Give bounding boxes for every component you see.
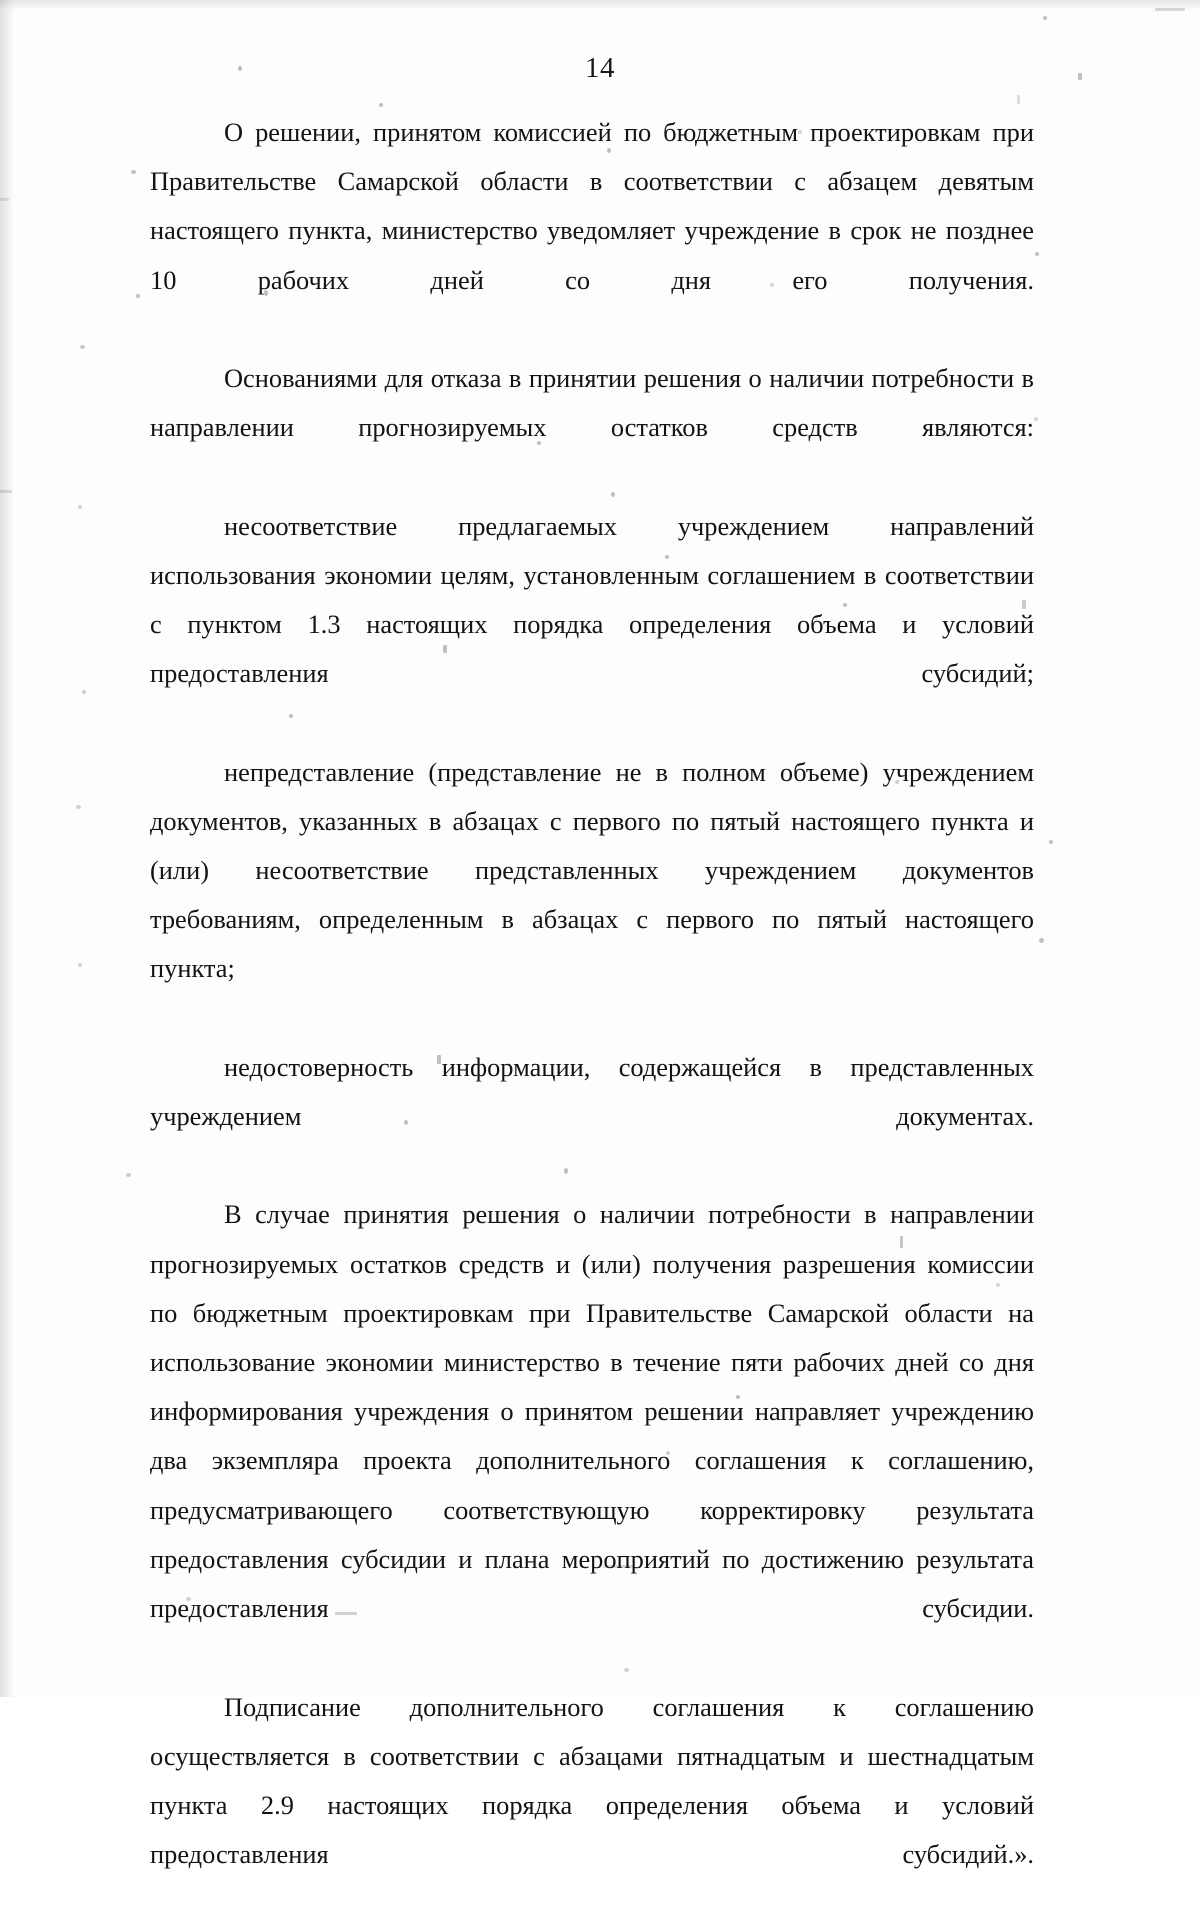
scan-speckle bbox=[136, 294, 140, 298]
scan-speckle bbox=[78, 963, 82, 967]
paragraph: непредставление (представление не в полном объеме) учреждением документов, указанных в абзацах с первого по пятый настоящего пункта и (или) несоответствие представленных учреждением документов требованиям, определенным в абзацах с первого по пятый настоящего пункта; bbox=[150, 756, 1034, 984]
scan-edge-tick bbox=[0, 490, 12, 493]
scan-speckle bbox=[1034, 417, 1038, 421]
paragraph: Основаниями для отказа в принятии решения о наличии потребности в направлении прогнозируемых остатков средств являются: bbox=[150, 363, 1034, 443]
paragraph: недостоверность информации, содержащейся в представленных учреждением документах. bbox=[150, 1051, 1034, 1132]
scan-speckle bbox=[1049, 840, 1053, 844]
paragraph: О решении, принятом комиссией по бюджетным проектировкам при Правительстве Самарской области в соответствии с абзацем девятым настоящего пункта, министерство уведомляет учреждение в срок не позднее 10 рабочих дней со дня его получения. bbox=[150, 117, 1034, 295]
scan-edge-tick bbox=[0, 198, 9, 201]
paragraph: Подписание дополнительного соглашения к соглашению осуществляется в соответствии с абзацами пятнадцатым и шестнадцатым пункта 2.9 настоящих порядка определения объема и условий предоставления субсидий.». bbox=[150, 1691, 1034, 1870]
scan-speckle bbox=[1043, 16, 1047, 20]
scan-speckle bbox=[1035, 252, 1039, 256]
scan-speckle bbox=[80, 345, 85, 349]
scan-speckle bbox=[78, 505, 82, 509]
document-body bbox=[150, 108, 1034, 1929]
scan-speckle bbox=[82, 690, 86, 694]
paragraph: В случае принятия решения о наличии потребности в направлении прогнозируемых остатков средств и (или) получения разрешения комиссии по бюджетным проектировкам при Правительстве Самарской области на использование экономии министерство в течение пяти рабочих дней со дня информирования учреждения о принятом решении направляет учреждению два экземпляра проекта дополнительного соглашения к соглашению, предусматривающего соответствующую корректировку результата предоставления субсидии и плана мероприятий по достижению результата предоставления субсидии. bbox=[150, 1199, 1034, 1624]
scan-speckle bbox=[1155, 8, 1185, 11]
scan-speckle bbox=[1017, 95, 1020, 104]
scan-speckle bbox=[76, 805, 81, 809]
scan-speckle bbox=[379, 103, 383, 107]
page-number: 14 bbox=[585, 52, 615, 84]
scan-speckle bbox=[126, 1173, 131, 1177]
scan-edge-shadow-left bbox=[0, 0, 14, 1697]
scan-speckle bbox=[1039, 938, 1044, 943]
scan-speckle bbox=[131, 170, 136, 174]
scan-edge-shadow-top bbox=[0, 0, 1200, 10]
paragraph: несоответствие предлагаемых учреждением направлений использования экономии целям, установленным соглашением в соответствии с пунктом 1.3 настоящих порядка определения объема и условий предоставления субсидий; bbox=[150, 510, 1034, 689]
